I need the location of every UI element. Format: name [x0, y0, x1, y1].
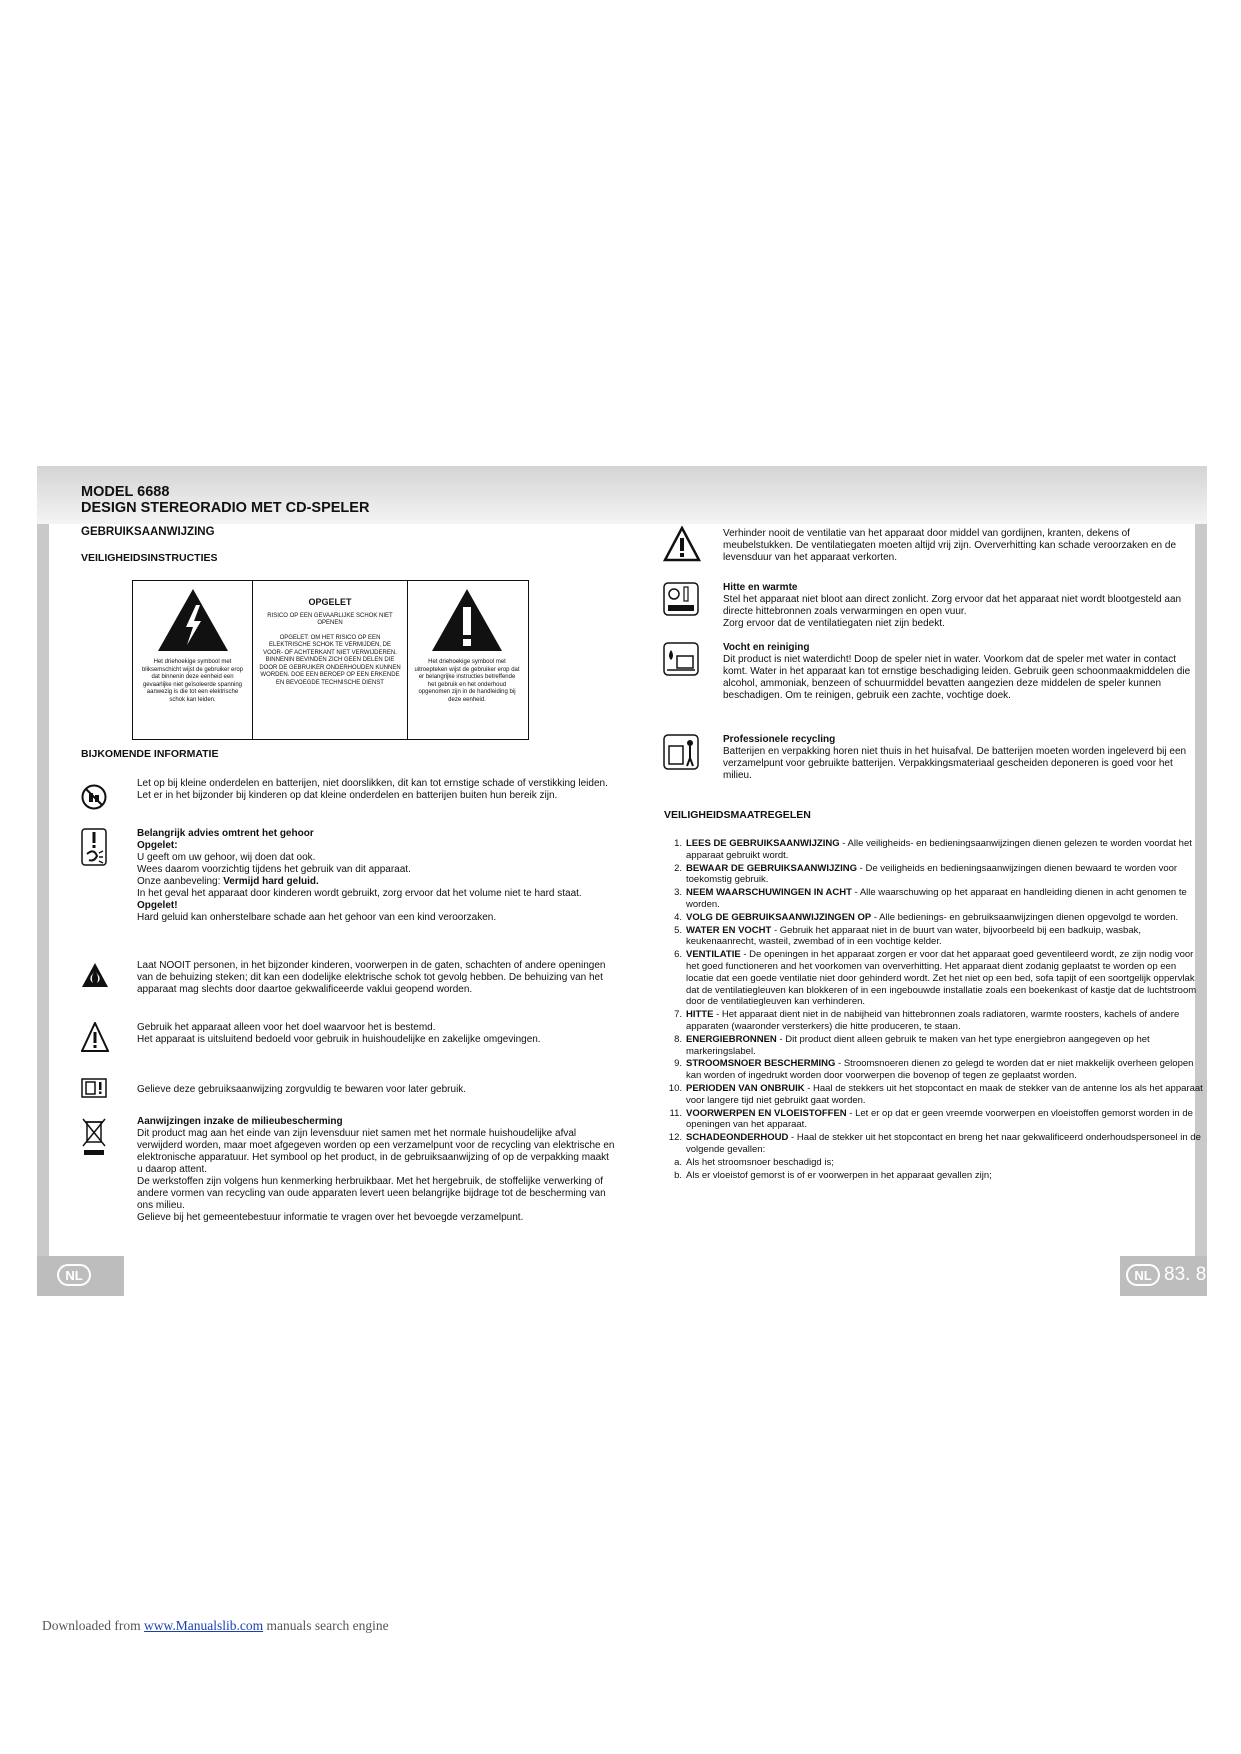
- shock-risk-text: RISICO OP EEN GEVAARLIJKE SCHOK NIET OPENEN: [267, 612, 393, 626]
- weee-crossed-bin-icon: [81, 1116, 107, 1156]
- measure-text: [686, 1108, 1204, 1132]
- product-name: DESIGN STEREORADIO MET CD-SPELER: [81, 500, 370, 516]
- hearing-title: Belangrijk advies omtrent het gehoor: [137, 828, 314, 839]
- moisture-note: Vocht en reiniging Dit product is niet waterdicht! Doop de speler niet in water. Voorkom dat de speler met water in contact komt. Water in het apparaat kan tot ernstige beschadiging leiden. Gebruik geen schoonmaakmiddelen die alcohol, ammoniak, benzeen of schuurmiddel bevatten aangezien deze middelen de speler kunnen beschadigen. Om te reinigen, gebruik een zachte, vochtige doek.: [723, 642, 1191, 701]
- ventilation-warning-icon: [663, 526, 701, 562]
- measure-title: SCHADEONDERHOUD: [686, 1132, 789, 1144]
- measure-title: VENTILATIE: [686, 949, 741, 961]
- measure-text: [686, 1132, 1204, 1156]
- warning-triangle-icon: [81, 1022, 109, 1052]
- measure-number: b.: [674, 1169, 682, 1181]
- keep-manual-note: Gelieve deze gebruiksaanwijzing zorgvuldig te bewaren voor later gebruik.: [137, 1084, 467, 1095]
- intended-use: Gebruik het apparaat alleen voor het doel waarvoor het is bestemd. Het apparaat is uitsluitend bedoeld voor gebruik in huishoudelijke en zakelijke omgevingen.: [137, 1022, 541, 1045]
- measure-title: BEWAAR DE GEBRUIKSAANWIJZING: [686, 862, 858, 874]
- measure-number: 3.: [674, 887, 682, 899]
- heat-icon: [663, 582, 699, 616]
- heat-title: Hitte en warmte: [723, 582, 798, 593]
- measure-title: VOORWERPEN EN VLOEISTOFFEN: [686, 1107, 847, 1119]
- right-footer-bar: [1120, 1256, 1207, 1296]
- measure-description: - De veiligheids en bedieningsaanwijzingen dienen bewaard te worden voor toekomstig gebruik.: [686, 862, 1178, 886]
- measure-number: 11.: [669, 1107, 682, 1119]
- recycling-icon: [663, 734, 699, 770]
- manualslib-link[interactable]: www.Manualslib.com: [143, 1618, 264, 1633]
- measure-number: 7.: [674, 1009, 682, 1021]
- measure-description: - Haal de stekker uit het stopcontact en breng het naar gekwalificeerd onderhoudspersoneel in de volgende gevallen:: [686, 1132, 1201, 1155]
- measure-text: [686, 887, 1204, 911]
- measure-number: 4.: [674, 911, 682, 923]
- measure-description: - Dit product dient alleen gebruik te maken van het type energiebron aangegeven op het markeringslabel.: [686, 1033, 1150, 1057]
- safety-measure-item: [664, 1132, 1204, 1156]
- measure-text: [686, 925, 1204, 949]
- measure-description: - Alle veiligheids- en bedieningsaanwijzingen dienen gelezen te worden voordat het apparaat gebruikt wordt.: [686, 838, 1192, 861]
- measure-number: 9.: [674, 1058, 682, 1070]
- safety-measure-item: [664, 925, 1204, 949]
- lightning-explanation: Het driehoekige symbool met bliksemschicht wijst de gebruiker erop dat binnenin deze eenheid een gevaarlijke niet geïsoleerde spanning aanwezig is die tot een elektrische schok kan leiden.: [141, 659, 244, 703]
- additional-info-heading: BIJKOMENDE INFORMATIE: [81, 748, 219, 760]
- measure-title: VOLG DE GEBRUIKSAANWIJZINGEN OP: [686, 911, 872, 923]
- safety-measure-item: [664, 949, 1204, 1008]
- exclamation-explanation: Het driehoekige symbool met uitroepteken wijst de gebruiker erop dat er belangrijke instructies betreffende het gebruik en het onderhoud opgenomen zijn in de handleiding bij deze eenheid.: [414, 659, 520, 703]
- language-badge: NL: [1126, 1264, 1160, 1286]
- measure-title: NEEM WAARSCHUWINGEN IN ACHT: [686, 887, 852, 899]
- measure-text: [686, 949, 1204, 1008]
- moisture-icon: [663, 642, 699, 676]
- measure-text: [686, 912, 1204, 924]
- safety-measures-heading: VEILIGHEIDSMAATREGELEN: [664, 809, 811, 821]
- manual-book-icon: [81, 1078, 107, 1098]
- measure-title: WATER EN VOCHT: [686, 924, 772, 936]
- measure-title: HITTE: [686, 1009, 714, 1021]
- measure-text: [686, 1009, 1204, 1033]
- hearing-caution-1: Opgelet:: [137, 840, 178, 851]
- caution-body: OPGELET: OM HET RISICO OP EEN ELEKTRISCHE SCHOK TE VERMIJDEN, DE VOOR- OF ACHTERKANT NIET VERWIJDEREN. BINNENIN BEVINDEN ZICH GEEN DELEN DIE DOOR DE GEBRUIKER ONDERHOUDEN KUNNEN WORDEN. DOE EEN BEROEP OP EEN ERKENDE EN BEVOEGDE TECHNISCHE DIENST: [259, 634, 401, 686]
- measure-description: - Het apparaat dient niet in de nabijheid van hittebronnen zoals radiatoren, warmte roosters, kachels of andere apparaten (waaronder versterkers) die hitte produceren, te staan.: [686, 1009, 1180, 1032]
- caution-heading: OPGELET: [308, 597, 352, 607]
- model-number: MODEL 6688: [81, 484, 170, 500]
- document-title: [81, 484, 369, 516]
- caution-label-box: [132, 580, 529, 740]
- exclamation-triangle-icon: [430, 587, 504, 653]
- safety-measure-item: [664, 1157, 1204, 1169]
- safety-measure-item: [664, 1009, 1204, 1033]
- environment-notice: Aanwijzingen inzake de milieubescherming Dit product mag aan het einde van zijn levensduur niet samen met het normale huishoudelijke afval verwijderd worden, maar moet afgegeven worden op een verzamelpunt voor de recycling van elektrische en elektronische apparatuur. Het symbool op het product, in de gebruiksaanwijzing of op de verpakking maakt u daarop attent. De werkstoffen zijn volgens hun kenmerking herbruikbaar. Met het hergebruik, de stoffelijke verwerking of andere vormen van recycling van oude apparaten levert ueen belangrijke bijdrage tot de bescherming van ons milieu. Gelieve bij het gemeentebestuur informatie te vragen over het bevoegde verzamelpunt.: [137, 1116, 615, 1223]
- measure-number: 1.: [674, 838, 682, 849]
- safety-measures-list: [664, 838, 1204, 1182]
- safety-measure-item: [664, 1170, 1204, 1182]
- left-margin-strip: [37, 524, 49, 1256]
- small-parts-warning: Let op bij kleine onderdelen en batterijen, niet doorslikken, dit kan tot ernstige schade of verstikking leiden. Let er in het bijzonder bij kinderen op dat kleine onderdelen en batterijen buiten hun bereik zijn.: [137, 778, 608, 801]
- measure-title: PERIODEN VAN ONBRUIK: [686, 1082, 805, 1094]
- no-small-parts-icon: [81, 784, 107, 810]
- measure-description: - Alle waarschuwing op het apparaat en handleiding dienen in acht genomen te worden.: [686, 887, 1187, 910]
- measure-number: 12.: [668, 1132, 682, 1144]
- measure-text: [686, 1058, 1204, 1082]
- safety-measure-item: [664, 863, 1204, 887]
- measure-description: Als het stroomsnoer beschadigd is;: [686, 1156, 834, 1168]
- safety-measure-item: [664, 1058, 1204, 1082]
- measure-text: [686, 1170, 1204, 1182]
- measure-description: - Gebruik het apparaat niet in de buurt van water, bijvoorbeeld bij een badkuip, wasbak, keukenaanrecht, wasteil, zwembad of in een vochtige kelder.: [686, 924, 1142, 948]
- fire-hazard-icon: [81, 962, 109, 988]
- safety-measure-item: [664, 1034, 1204, 1058]
- manual-heading: GEBRUIKSAANWIJZING: [81, 526, 215, 538]
- measure-description: - Haal de stekkers uit het stopcontact en maak de stekker van de antenne los als het apparaat voor langere tijd niet gebruikt gaat worden.: [686, 1082, 1203, 1106]
- environment-title: Aanwijzingen inzake de milieubescherming: [137, 1116, 343, 1127]
- measure-text: [686, 863, 1204, 887]
- manual-spread: [37, 466, 1207, 1296]
- measure-number: 2.: [674, 862, 682, 874]
- heat-note: Hitte en warmte Stel het apparaat niet bloot aan direct zonlicht. Zorg ervoor dat het apparaat niet wordt blootgesteld aan directe hittebronnen zoals verwarmingen en open vuur. Zorg ervoor dat de ventilatiegaten niet zijn bedekt.: [723, 582, 1182, 629]
- safety-measure-item: [664, 1083, 1204, 1107]
- exclamation-panel: [408, 581, 526, 739]
- hearing-warning-icon: [81, 828, 107, 866]
- measure-description: - Stroomsnoeren dienen zo gelegd te worden dat er niet makkelijk overheen gelopen kan worden of ingedrukt worden door voorwerpen die bovenop of tegen ze geplaatst worden.: [686, 1058, 1194, 1082]
- lightning-panel: [133, 581, 253, 739]
- lightning-triangle-icon: [156, 587, 230, 653]
- measure-text: [686, 1034, 1204, 1058]
- measure-text: [686, 1157, 1204, 1169]
- language-badge: NL: [57, 1264, 91, 1286]
- measure-description: Als er vloeistof gemorst is of er voorwerpen in het apparaat gevallen zijn;: [686, 1169, 992, 1181]
- safety-measure-item: [664, 912, 1204, 924]
- moisture-title: Vocht en reiniging: [723, 642, 810, 653]
- measure-description: - Alle bedienings- en gebruiksaanwijzingen dienen opgevolgd te worden.: [871, 911, 1179, 923]
- download-footer: Downloaded from www.Manualslib.com manuals search engine: [42, 1618, 389, 1633]
- safety-measure-item: [664, 887, 1204, 911]
- measure-description: - Let er op dat er geen vreemde voorwerpen en vloeistoffen gemorst worden in de openingen van het apparaat.: [686, 1107, 1193, 1131]
- safety-heading: VEILIGHEIDSINSTRUCTIES: [81, 552, 218, 564]
- measure-number: 8.: [674, 1033, 682, 1045]
- caution-panel: [253, 581, 408, 739]
- measure-text: [686, 838, 1204, 862]
- safety-measure-item: [664, 1108, 1204, 1132]
- measure-number: 5.: [674, 924, 682, 936]
- page-number: 83. 8: [1164, 1264, 1207, 1285]
- measure-title: LEES DE GEBRUIKSAANWIJZING: [686, 838, 840, 849]
- hearing-caution-2: Opgelet!: [137, 900, 178, 911]
- ventilation-note: Verhinder nooit de ventilatie van het apparaat door middel van gordijnen, kranten, dekens of meubelstukken. De ventilatiegaten moeten altijd vrij zijn. Oververhitting kan schade veroorzaken en de levensduur van het apparaat verkorten.: [723, 528, 1177, 563]
- measure-title: STROOMSNOER BESCHERMING: [686, 1058, 836, 1070]
- left-footer-bar: [37, 1256, 124, 1296]
- measure-number: a.: [674, 1156, 682, 1168]
- hearing-advice: Belangrijk advies omtrent het gehoor Opgelet: U geeft om uw gehoor, wij doen dat ook. Wees daarom voorzichtig tijdens het gebruik van dit apparaat. Onze aanbeveling: Vermijd hard geluid. In het geval het apparaat door kinderen wordt gebruikt, zorg ervoor dat het volume niet te hard staat. Opgelet! Hard geluid kan onherstelbare schade aan het gehoor van een kind veroorzaken.: [137, 828, 582, 923]
- measure-number: 6.: [674, 949, 682, 961]
- safety-measure-item: [664, 838, 1204, 862]
- measure-number: 10.: [668, 1082, 682, 1094]
- never-insert-warning: Laat NOOIT personen, in het bijzonder kinderen, voorwerpen in de gaten, schachten of andere openingen van de behuizing steken; dit kan een dodelijke elektrische schok tot gevolg hebben. De behuizing van het apparaat mag slechts door daartoe gekwalificeerde vaklui geopend worden.: [137, 960, 606, 995]
- measure-title: ENERGIEBRONNEN: [686, 1033, 777, 1045]
- measure-description: - De openingen in het apparaat zorgen er voor dat het apparaat goed geventileerd wordt, ze zijn nodig voor het goed functioneren and het voorkomen van oververhitting. Het apparaat dient zodanig geplaatst te worden op een locatie dat een goede ventilatie niet door gehinderd wordt. Zet het niet op een bed, sofa tapijt of een soortgelijk oppervlak dat de ventilatiegleuven kan blokkeren of in een ingebouwde installatie zoals een boekenkast of kastje dat de luchtstroom door de ventilatiegleuven kan verhinderen.: [686, 949, 1197, 1008]
- recycling-title: Professionele recycling: [723, 734, 836, 745]
- recycling-note: Professionele recycling Batterijen en verpakking horen niet thuis in het huisafval. De batterijen moeten worden ingeleverd bij een verzamelpunt voor gebruikte batterijen. Verpakkingsmateriaal gescheiden deponeren is goed voor het milieu.: [723, 734, 1187, 781]
- measure-text: [686, 1083, 1204, 1107]
